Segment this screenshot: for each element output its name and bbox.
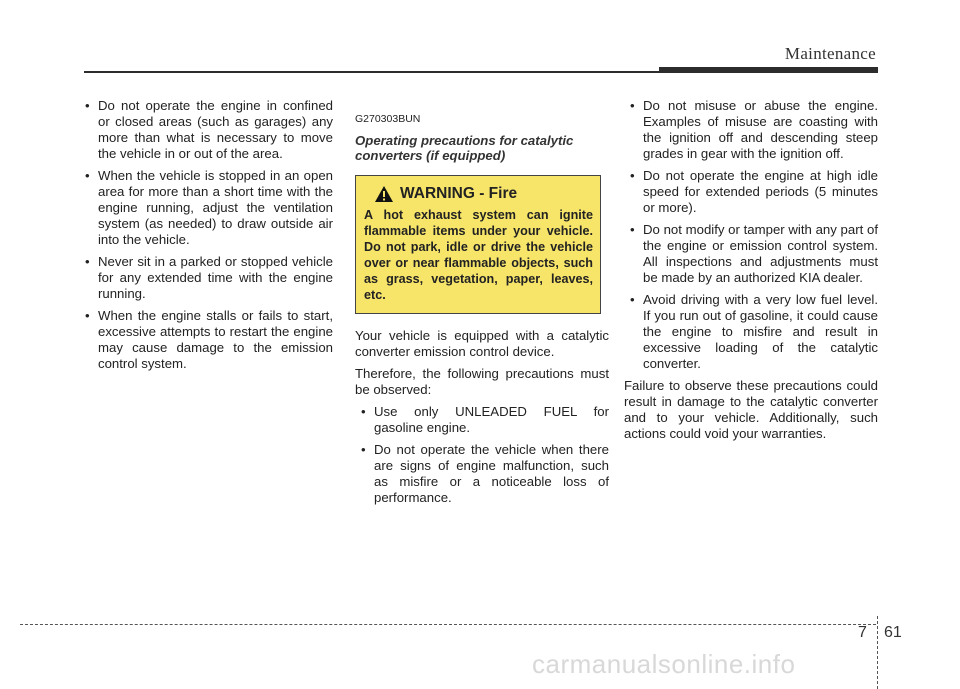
header-title: Maintenance [784,44,876,63]
chapter-number: 7 [858,624,867,641]
column-middle [355,111,609,512]
footer-rule [20,624,876,625]
watermark: carmanualsonline.info [532,649,796,679]
paragraph: Your vehicle is equipped with a catalytic converter emission control device. [355,328,609,359]
header-rule-thick [659,67,878,73]
bullet-list [79,98,333,372]
page-number-divider [877,616,878,689]
list-item: • Never sit in a parked or stopped vehicle for any extended time with the engine running. [79,254,333,302]
column-left [79,98,333,378]
list-item: • Avoid driving with a very low fuel level. If you run out of gasoline, it could cause the engine to misfire and result in excessive loading of the catalytic converter. [624,292,878,372]
list-item: • Do not misuse or abuse the engine. Examples of misuse are coasting with the ignition off and descending steep grades in gear with the ignition off. [624,98,878,162]
warning-triangle-icon [374,185,394,203]
column-right [624,98,878,448]
list-item: • When the engine stalls or fails to start, excessive attempts to restart the engine may cause damage to the emission control system. [79,308,333,372]
bullet-list [624,98,878,372]
list-item: • Use only UNLEADED FUEL for gasoline engine. [355,404,609,436]
section-code: G270303BUN [355,113,421,125]
warning-box [355,175,601,314]
list-item: • Do not operate the engine at high idle speed for extended periods (5 minutes or more). [624,168,878,216]
page-number: 61 [884,624,902,641]
paragraph: Therefore, the following precautions must be observed: [355,366,609,397]
list-item: • Do not operate the vehicle when there are signs of engine malfunction, such as misfire or a noticeable loss of performance. [355,442,609,506]
warning-text: A hot exhaust system can ignite flammable items under your vehicle. Do not park, idle or drive the vehicle over or near flammable objects, such as grass, vegetation, paper, leaves, etc. [364,208,593,302]
section-heading: Operating precautions for catalytic converters (if equipped) [355,133,574,163]
list-item: • Do not modify or tamper with any part of the engine or emission control system. All inspections and adjustments must be made by an authorized KIA dealer. [624,222,878,286]
paragraph: Failure to observe these precautions could result in damage to the catalytic converter and to your vehicle. Additionally, such actions could void your warranties. [624,378,878,441]
warning-header [364,185,593,203]
warning-title: WARNING - Fire [400,185,518,202]
list-item: • When the vehicle is stopped in an open area for more than a short time with the engine running, adjust the ventilation system (as needed) to draw outside air into the vehicle. [79,168,333,248]
header-rule-thin [84,71,660,73]
bullet-list [355,404,609,506]
list-item: • Do not operate the engine in confined or closed areas (such as garages) any more than what is necessary to move the vehicle in or out of the area. [79,98,333,162]
